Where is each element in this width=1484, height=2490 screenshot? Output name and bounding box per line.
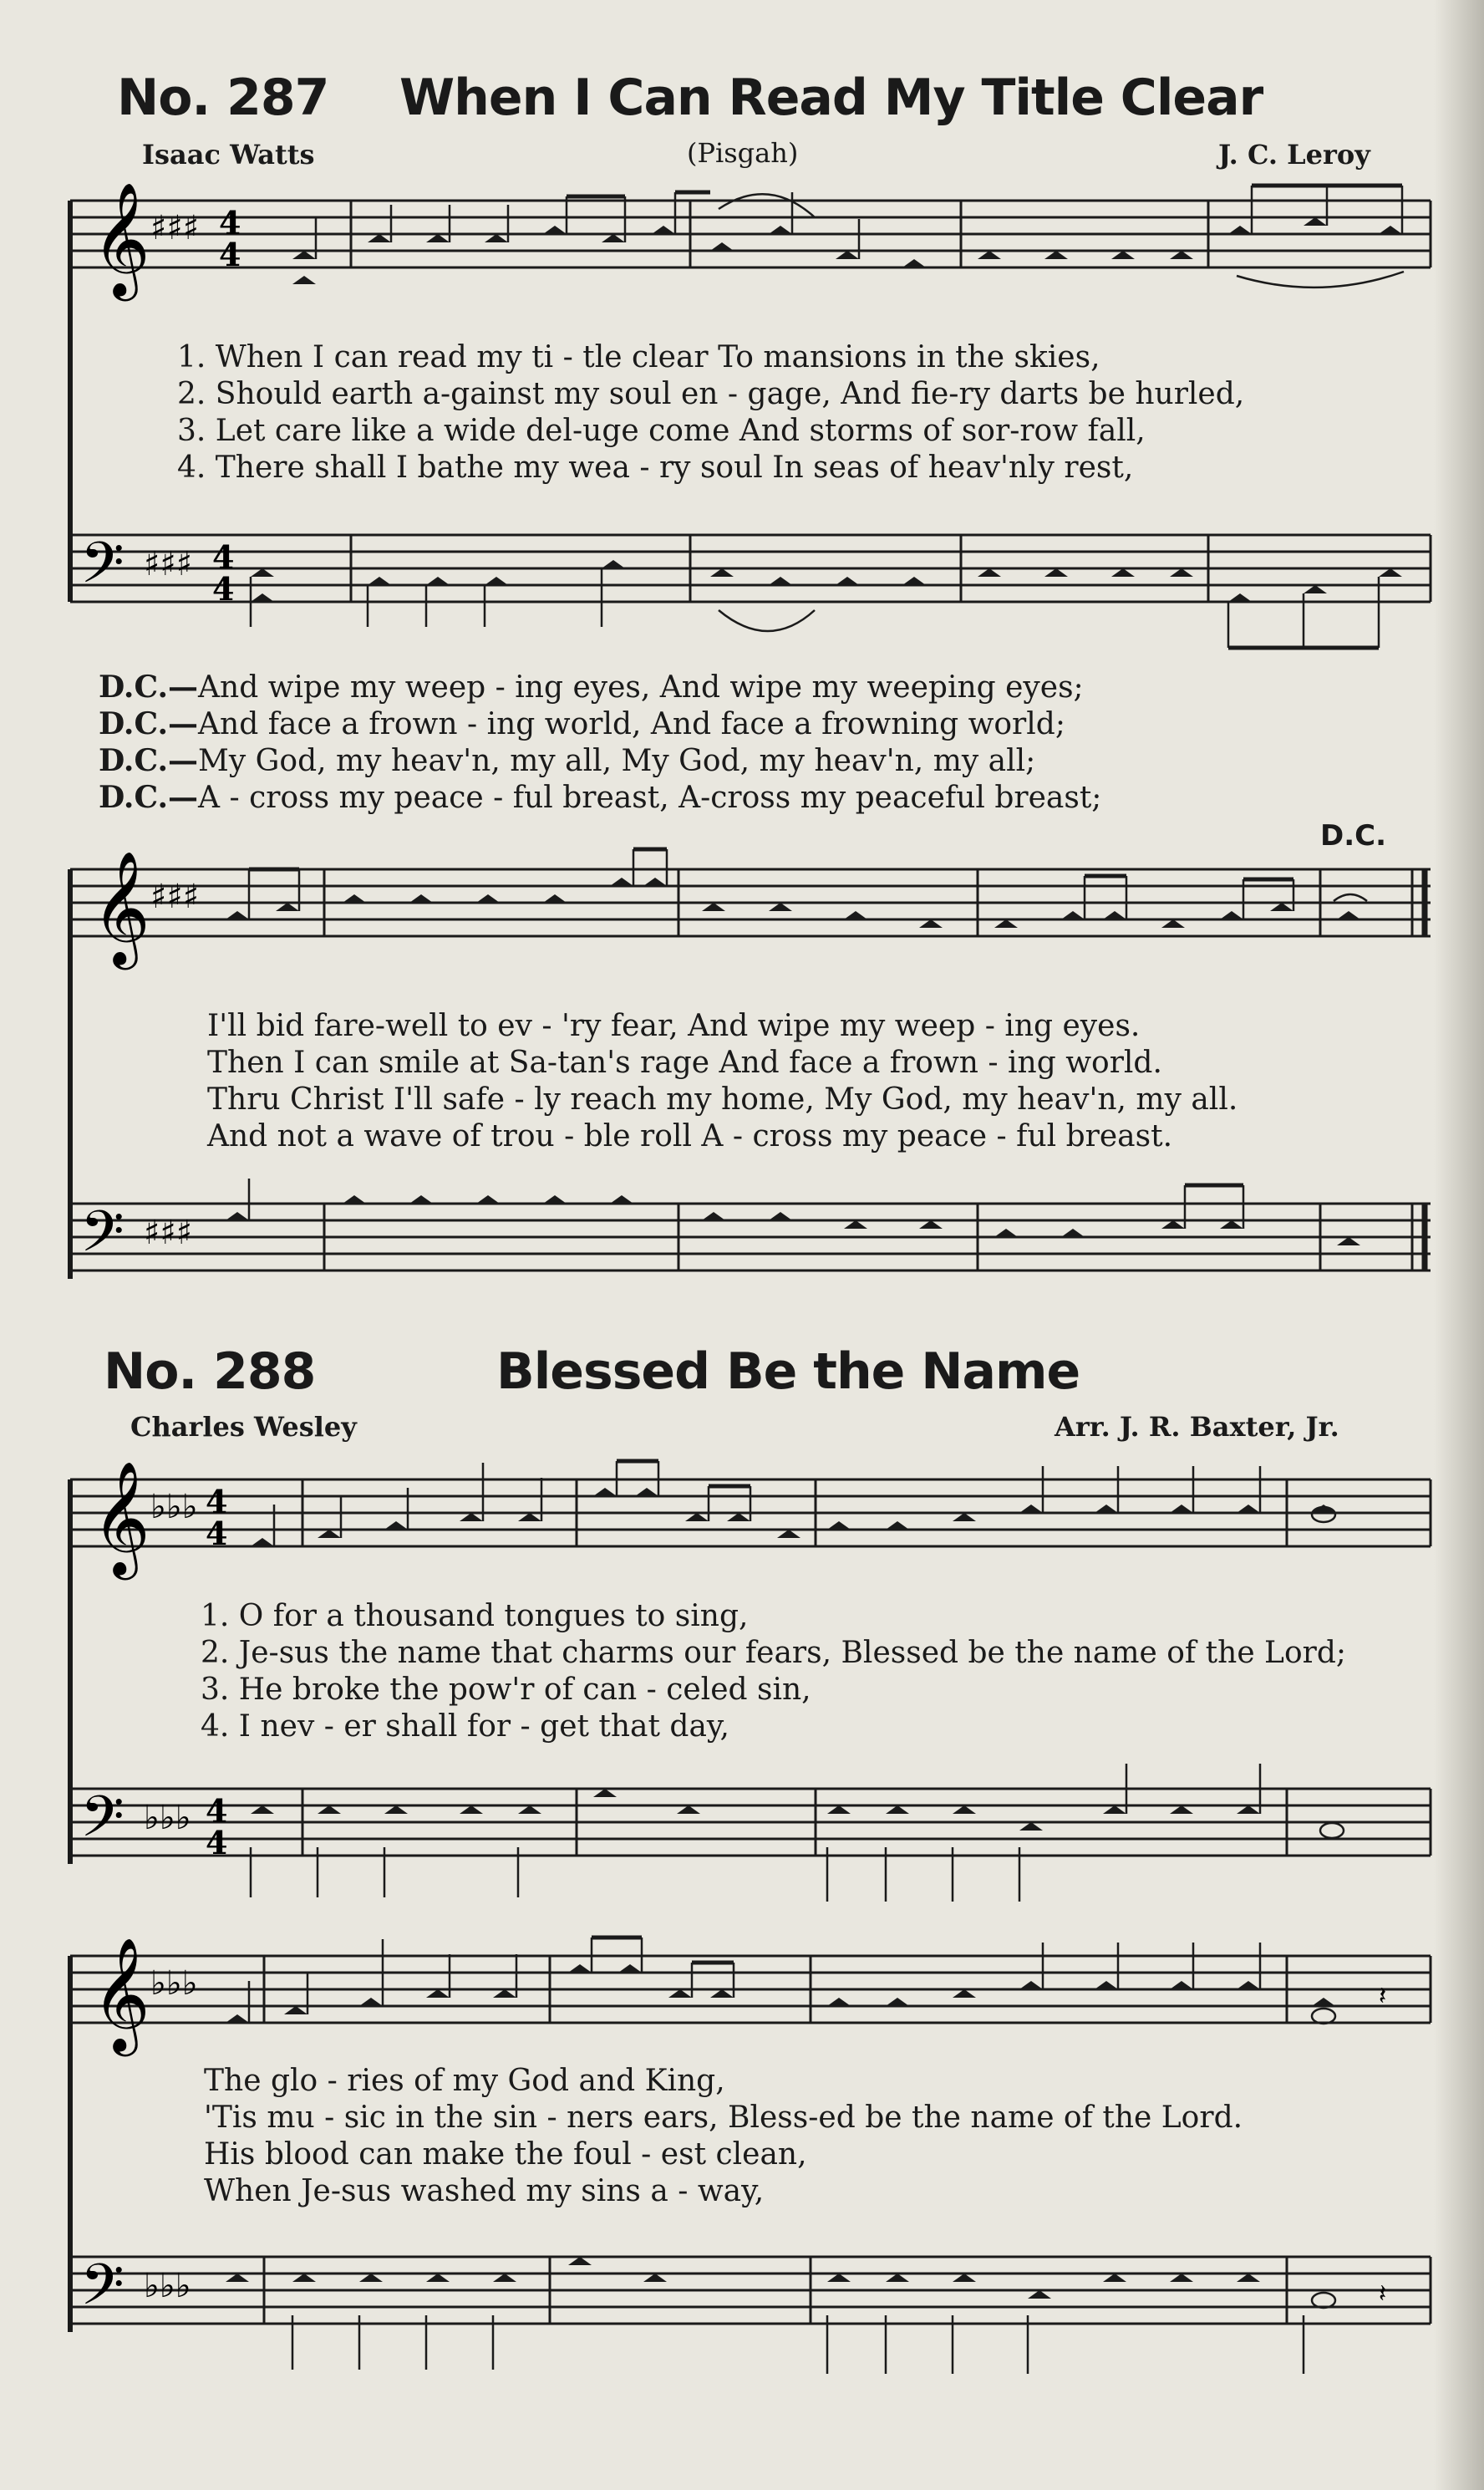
dc-line-text: My God, my heav'n, my all, My God, my heav'n, my all; [198,744,1036,778]
svg-text:4: 4 [206,1483,228,1520]
hymn-288-treble-staff-2 [0,1914,1484,2081]
hymn-288-bass-staff-1 [0,1747,1484,1914]
svg-text:4: 4 [206,1515,228,1552]
svg-text:4: 4 [212,570,235,608]
hymn-287-number: No. 287 [117,69,329,127]
svg-text:𝄽: 𝄽 [1379,1982,1387,2011]
hymn-287-tune: (Pisgah) [687,137,799,169]
hymn-287-verse-4-part-2: And not a wave of trou - ble roll A - cross my peace - ful breast. [207,1119,1173,1153]
svg-text:4: 4 [206,1824,228,1861]
hymn-288-verse-2-part-2: 'Tis mu - sic in the sin - ners ears, Bless-ed be the name of the Lord. [204,2100,1243,2135]
svg-text:𝄢: 𝄢 [80,1199,125,1279]
svg-text:♯♯♯: ♯♯♯ [150,209,200,247]
svg-text:4: 4 [219,236,241,273]
svg-text:𝄢: 𝄢 [80,531,125,610]
hymn-287-verse-2-part-1: 2. Should earth a-gainst my soul en - gage, And fie-ry darts be hurled, [177,377,1245,411]
hymn-287-dc-mark: D.C. [1320,819,1387,853]
dc-line-label: D.C.— [99,670,199,705]
hymn-287-verse-3-part-1: 3. Let care like a wide del-uge come And storms of sor-row fall, [177,414,1146,448]
hymn-287-bass-staff-2 [0,1153,1484,1304]
hymn-287-treble-staff-2 [0,836,1484,1003]
hymn-287-bass-staff-1 [0,485,1484,669]
svg-text:♭♭♭: ♭♭♭ [150,1488,198,1526]
hymn-288-composer: Arr. J. R. Baxter, Jr. [1055,1411,1339,1443]
svg-text:𝄽: 𝄽 [1379,2279,1387,2309]
svg-text:𝄞: 𝄞 [92,1936,150,2051]
hymn-287-dc-line-2 [99,705,1065,743]
svg-text:𝄞: 𝄞 [92,1459,150,1575]
hymn-287-verse-4-part-1: 4. There shall I bathe my wea - ry soul In seas of heav'nly rest, [177,451,1134,485]
svg-text:♭♭♭: ♭♭♭ [144,2267,191,2305]
dc-line-text: And face a frown - ing world, And face a frowning world; [198,707,1065,741]
hymn-288-title: Blessed Be the Name [496,1342,1080,1401]
hymn-287-verse-1-part-2: I'll bid fare-well to ev - 'ry fear, And wipe my weep - ing eyes. [207,1009,1141,1043]
svg-text:4: 4 [212,538,235,576]
hymn-287-verse-1-part-1: 1. When I can read my ti - tle clear To mansions in the skies, [177,340,1100,374]
hymn-287-dc-line-1 [99,669,1084,706]
hymn-288-verse-1-part-1: 1. O for a thousand tongues to sing, [201,1599,749,1633]
hymn-288-verse-4-part-2: When Je-sus washed my sins a - way, [204,2174,765,2208]
svg-text:♭♭♭: ♭♭♭ [144,1799,191,1837]
hymn-287-composer: J. C. Leroy [1218,139,1370,171]
hymn-287-verse-2-part-2: Then I can smile at Sa-tan's rage And face a frown - ing world. [207,1046,1162,1080]
hymn-287-verse-3-part-2: Thru Christ I'll safe - ly reach my home, My God, my heav'n, my all. [207,1082,1238,1117]
hymn-288-verse-3-part-2: His blood can make the foul - est clean, [204,2137,807,2172]
svg-text:♯♯♯: ♯♯♯ [144,1214,193,1252]
hymn-287-dc-line-4 [99,779,1101,817]
hymn-287-title: When I Can Read My Title Clear [399,69,1263,127]
svg-text:𝄞: 𝄞 [92,849,150,965]
dc-line-text: And wipe my weep - ing eyes, And wipe my weeping eyes; [198,670,1084,705]
svg-text:♭♭♭: ♭♭♭ [150,1964,198,2003]
dc-line-label: D.C.— [99,780,199,815]
svg-text:♯♯♯: ♯♯♯ [150,878,200,916]
hymn-288-verse-2-part-1: 2. Je-sus the name that charms our fears, Blessed be the name of the Lord; [201,1636,1347,1670]
svg-text:4: 4 [206,1792,228,1830]
hymn-288-verse-1-part-2: The glo - ries of my God and King, [204,2064,725,2098]
dc-line-text: A - cross my peace - ful breast, A-cross my peaceful breast; [198,781,1102,815]
hymn-288-number: No. 288 [104,1342,316,1401]
svg-text:𝄞: 𝄞 [92,181,150,296]
hymn-287-dc-line-3 [99,742,1035,780]
hymn-288-author: Charles Wesley [130,1411,357,1443]
svg-text:𝄢: 𝄢 [80,2253,125,2332]
svg-text:♯♯♯: ♯♯♯ [144,545,193,583]
hymn-287-author: Isaac Watts [142,139,315,171]
svg-text:4: 4 [219,204,241,242]
hymn-288-treble-staff-1 [0,1438,1484,1605]
dc-line-label: D.C.— [99,743,199,778]
hymn-288-verse-4-part-1: 4. I nev - er shall for - get that day, [201,1709,729,1744]
hymn-287-treble-staff-1 [0,167,1484,334]
hymn-288-bass-staff-2 [0,2207,1484,2391]
dc-line-label: D.C.— [99,706,199,741]
hymn-288-verse-3-part-1: 3. He broke the pow'r of can - celed sin, [201,1673,811,1707]
svg-text:𝄢: 𝄢 [80,1785,125,1864]
